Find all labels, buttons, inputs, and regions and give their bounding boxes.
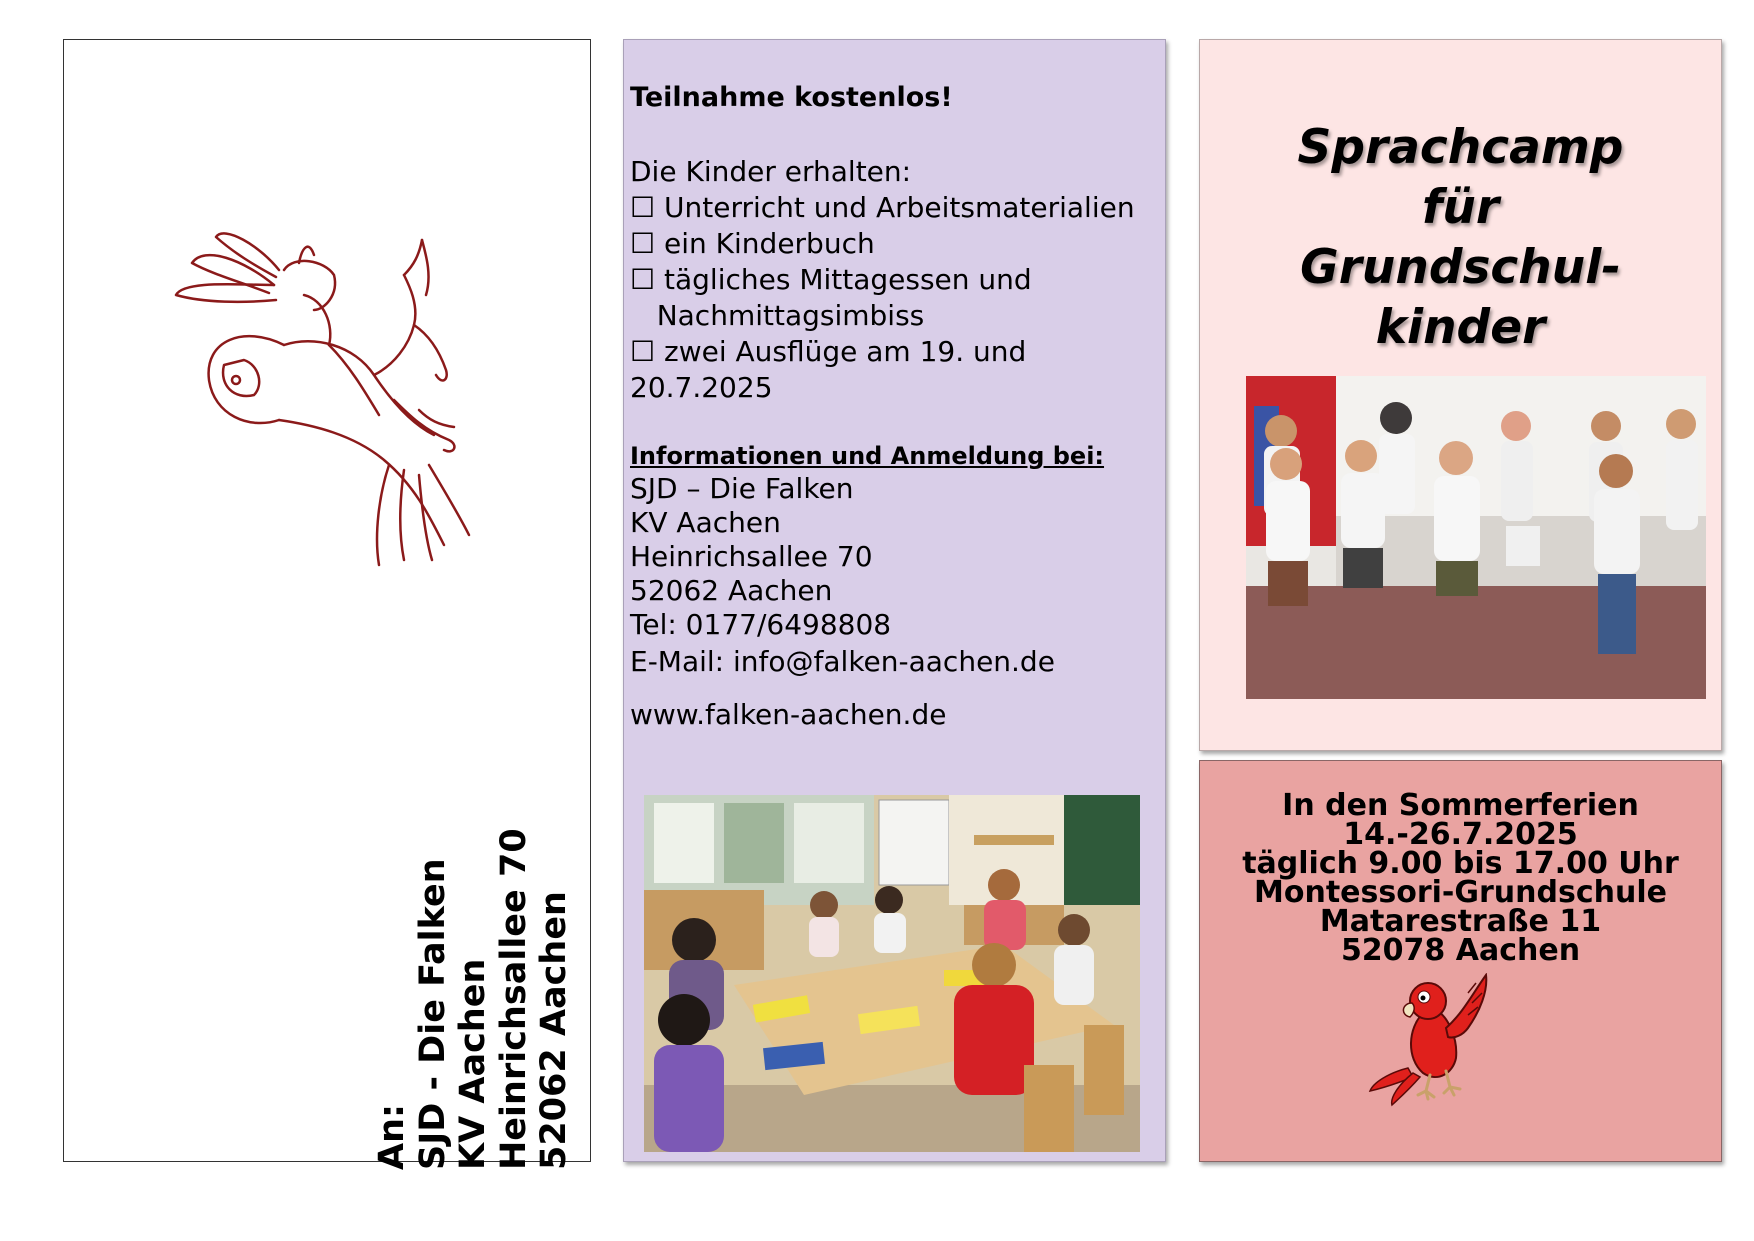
contact-website[interactable]: www.falken-aachen.de: [630, 698, 947, 731]
benefit-item-continued: 20.7.2025: [630, 371, 773, 404]
title-line: Sprachcamp: [1297, 120, 1624, 175]
benefit-item: ☐ Unterricht und Arbeitsmaterialien: [630, 191, 1135, 224]
red-parrot-icon: [1368, 973, 1498, 1113]
benefit-item: ☐ ein Kinderbuch: [630, 227, 875, 260]
contact-org: SJD – Die Falken: [630, 472, 854, 505]
contact-phone: Tel: 0177/6498808: [630, 608, 892, 641]
address-line-to: An:: [372, 1103, 412, 1170]
detail-line-school: Montessori-Grundschule: [1254, 875, 1667, 910]
title-line: kinder: [1375, 300, 1546, 355]
title-line: für: [1421, 180, 1500, 235]
detail-line-city: 52078 Aachen: [1340, 933, 1581, 968]
detail-line-period: In den Sommerferien: [1282, 788, 1639, 823]
falcon-sketch-icon: [164, 215, 484, 575]
contact-email[interactable]: E-Mail: info@falken-aachen.de: [630, 645, 1055, 678]
contact-heading: Informationen und Anmeldung bei:: [630, 442, 1105, 470]
contact-city: 52062 Aachen: [630, 574, 833, 607]
benefit-item: ☐ tägliches Mittagessen und: [630, 263, 1032, 296]
address-panel: [63, 39, 591, 1170]
details-panel: [1199, 760, 1722, 1162]
contact-street: Heinrichsallee 70: [630, 540, 873, 573]
cover-panel: [1199, 39, 1722, 751]
detail-line-hours: täglich 9.00 bis 17.00 Uhr: [1242, 846, 1679, 881]
address-line-org: SJD - Die Falken: [412, 858, 453, 1170]
benefit-item-continued: Nachmittagsimbiss: [630, 299, 925, 332]
benefits-intro: Die Kinder erhalten:: [630, 155, 912, 188]
camp-details: [1200, 788, 1721, 968]
detail-line-street: Matarestraße 11: [1319, 904, 1602, 939]
info-panel: [623, 39, 1166, 1162]
classroom-photo: [644, 795, 1140, 1152]
detail-line-dates: 14.-26.7.2025: [1343, 817, 1578, 852]
address-line-city: 52062 Aachen: [534, 891, 574, 1170]
address-line-street: Heinrichsallee 70: [493, 828, 534, 1170]
benefit-item: ☐ zwei Ausflüge am 19. und: [630, 335, 1027, 368]
mailing-address: [372, 828, 575, 1170]
contact-district: KV Aachen: [630, 506, 781, 539]
free-participation-headline: Teilnahme kostenlos!: [630, 82, 953, 113]
title-line: Grundschul-: [1300, 240, 1621, 295]
cover-title: [1200, 118, 1721, 358]
address-line-district: KV Aachen: [453, 958, 493, 1170]
children-dancing-photo: [1246, 376, 1706, 699]
